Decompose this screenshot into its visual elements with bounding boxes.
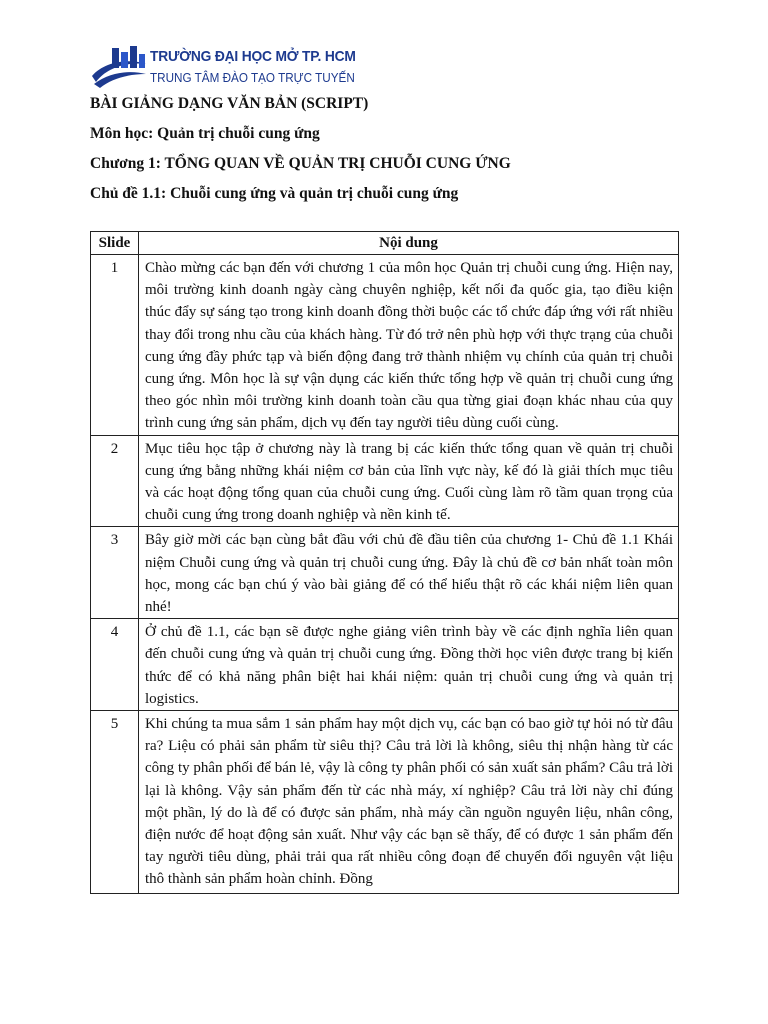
slide-number: 4 <box>91 619 139 711</box>
document-title: BÀI GIẢNG DẠNG VĂN BẢN (SCRIPT) <box>90 95 369 112</box>
slide-content: Bây giờ mời các bạn cùng bắt đầu với chủ đề đầu tiên của chương 1- Chủ đề 1.1 Khái niệm Chuỗi cung ứng và quản trị chuỗi cung ứng. Đây là chủ đề cơ bản nhất toàn môn học, mong các bạn chú ý vào bài giảng để có thể hiểu thật rõ các khái niệm liên quan nhé! <box>139 527 679 619</box>
slide-content: Khi chúng ta mua sắm 1 sản phẩm hay một dịch vụ, các bạn có bao giờ tự hỏi nó từ đâu ra? Liệu có phải sản phẩm từ siêu thị? Câu trả lời là không, siêu thị nhận hàng từ các công ty phân phối để bán lẻ, vậy là công ty phân phối có sản xuất sản phẩm? Câu trả lời lại là không. Vậy sản phẩm đến từ các nhà máy, xí nghiệp? Câu trả lời này chỉ đúng một phần, lý do là để có được sản phẩm, nhà máy cần nguồn nguyên liệu, nhân công, điện nước để hoạt động sản xuất. Như vậy các bạn sẽ thấy, để có được 1 sản phẩm đến tay người tiêu dùng, phải trải qua rất nhiều công đoạn để chuyển đổi nguyên vật liệu thô thành sản phẩm hoàn chỉnh. Đồng <box>145 716 673 888</box>
book-globe-icon <box>90 44 148 90</box>
slide-content: Mục tiêu học tập ở chương này là trang bị các kiến thức tổng quan về quản trị chuỗi cung ứng bằng những khái niệm cơ bản của lĩnh vực này, kế đó là giải thích mục tiêu và các hoạt động tổng quan của chuỗi cung ứng. Cuối cùng làm rõ tầm quan trọng của chuỗi cung ứng trong doanh nghiệp và nền kinh tế. <box>139 435 679 527</box>
table-row <box>91 255 679 436</box>
header-content: Nội dung <box>139 232 679 255</box>
topic-heading: Chủ đề 1.1: Chuỗi cung ứng và quản trị chuỗi cung ứng <box>90 185 459 202</box>
table-row <box>91 619 679 711</box>
table-row <box>91 527 679 619</box>
chapter-heading: Chương 1: TỔNG QUAN VỀ QUẢN TRỊ CHUỖI CUNG ỨNG <box>90 155 511 172</box>
script-table <box>90 231 679 894</box>
table-header-row <box>91 232 679 255</box>
slide-content: Chào mừng các bạn đến với chương 1 của môn học Quản trị chuỗi cung ứng. Hiện nay, môi trường kinh doanh ngày càng chuyên nghiệp, kết nối đa quốc gia, tạo điều kiện thúc đẩy sự sáng tạo trong kinh doanh đồng thời buộc các tổ chức đáp ứng với rất nhiều thay đổi trong nhu cầu của khách hàng. Từ đó trở nên phù hợp với thực trạng của chuỗi cung ứng đầy phức tạp và biến động đang trở thành nhiệm vụ chính của quản trị chuỗi cung ứng. Môn học là sự vận dụng các kiến thức tổng hợp về quản trị chuỗi cung ứng theo góc nhìn môi trường kinh doanh toàn cầu qua từng giai đoạn khác nhau của quy trình cung ứng sản phẩm, dịch vụ đến tay người tiêu dùng cuối cùng. <box>139 255 679 436</box>
slide-number: 5 <box>91 711 139 894</box>
logo-university-name: TRƯỜNG ĐẠI HỌC MỞ TP. HCM <box>150 48 356 65</box>
slide-content: Ở chủ đề 1.1, các bạn sẽ được nghe giảng viên trình bày về các định nghĩa liên quan đến chuỗi cung ứng và quản trị chuỗi cung ứng. Đồng thời học viên được trang bị kiến thức để có khả năng phân biệt hai khái niệm: quản trị chuỗi cung ứng và quản trị logistics. <box>139 619 679 711</box>
table-row <box>91 711 679 894</box>
logo-center-name: TRUNG TÂM ĐÀO TẠO TRỰC TUYẾN <box>150 70 355 85</box>
slide-number: 1 <box>91 255 139 436</box>
header-slide: Slide <box>91 232 139 255</box>
slide-number: 3 <box>91 527 139 619</box>
table-row <box>91 435 679 527</box>
slide-number: 2 <box>91 435 139 527</box>
subject-heading: Môn học: Quản trị chuỗi cung ứng <box>90 125 320 142</box>
slide-content-cell <box>139 711 679 894</box>
university-logo <box>90 40 356 94</box>
